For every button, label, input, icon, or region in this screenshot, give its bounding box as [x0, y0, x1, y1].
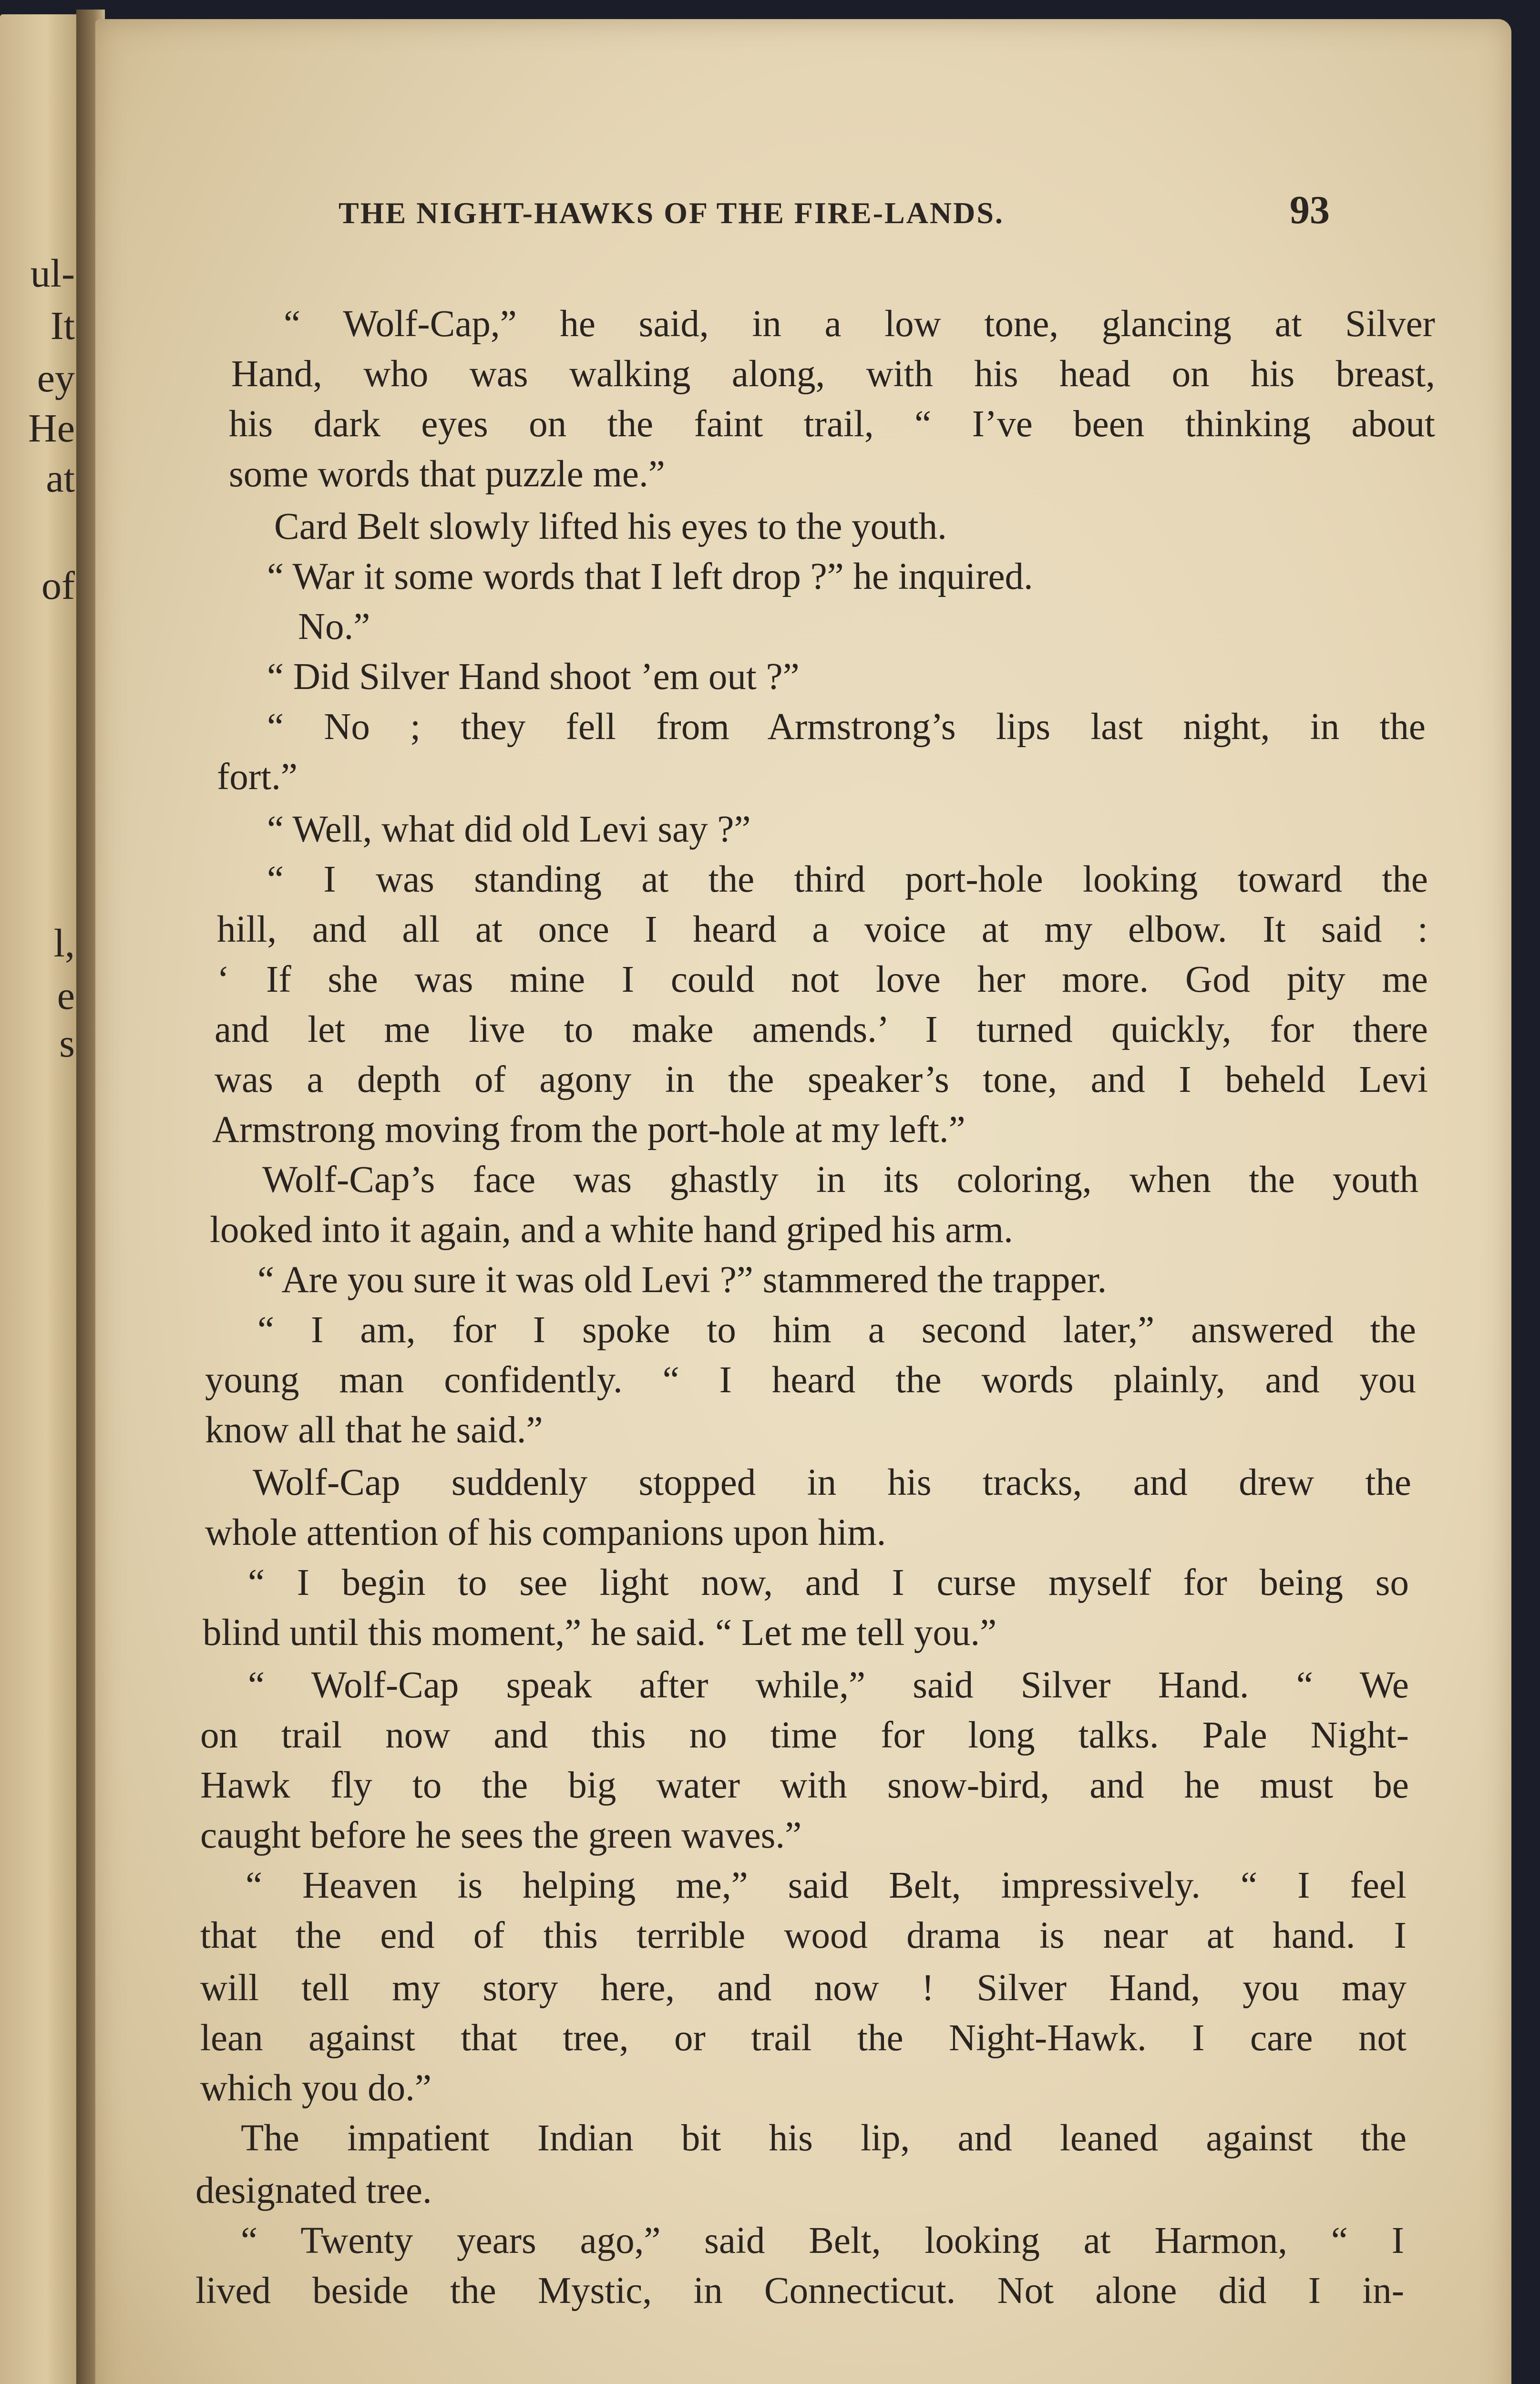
- text-line: “ Did Silver Hand shoot ’em out ?”: [267, 656, 800, 698]
- margin-fragment: of: [41, 564, 75, 608]
- text-line: young man confidently. “ I heard the words plainly, and you: [205, 1359, 1416, 1401]
- text-line: his dark eyes on the faint trail, “ I’ve been thinking about: [229, 403, 1435, 445]
- text-line: lived beside the Mystic, in Connecticut. Not alone did I in-: [195, 2270, 1404, 2312]
- text-line: “ War it some words that I left drop ?” he inquired.: [267, 556, 1033, 597]
- text-line: on trail now and this no time for long talks. Pale Night-: [200, 1715, 1409, 1756]
- text-line: will tell my story here, and now ! Silver Hand, you may: [200, 1967, 1407, 2009]
- text-line: hill, and all at once I heard a voice at my elbow. It said :: [217, 909, 1428, 950]
- page-number: 93: [1290, 188, 1330, 232]
- text-line: designated tree.: [195, 2170, 432, 2211]
- text-line: Hand, who was walking along, with his head on his breast,: [231, 353, 1435, 395]
- text-line: know all that he said.”: [205, 1409, 543, 1451]
- text-line: “ Wolf-Cap,” he said, in a low tone, glancing at Silver: [284, 303, 1435, 345]
- text-line: which you do.”: [200, 2067, 431, 2109]
- previous-page-edge: [0, 14, 83, 2384]
- margin-fragment: ul-: [30, 251, 75, 296]
- text-line: Wolf-Cap suddenly stopped in his tracks, and drew the: [253, 1462, 1411, 1503]
- text-line: “ Heaven is helping me,” said Belt, impressively. “ I feel: [246, 1865, 1407, 1906]
- text-line: “ Well, what did old Levi say ?”: [267, 809, 751, 850]
- text-line: Wolf-Cap’s face was ghastly in its coloring, when the youth: [262, 1159, 1418, 1201]
- margin-fragment: It: [50, 304, 75, 348]
- margin-fragment: e: [57, 974, 75, 1018]
- text-line: blind until this moment,” he said. “ Let me tell you.”: [203, 1612, 997, 1654]
- text-line: lean against that tree, or trail the Night-Hawk. I care not: [200, 2017, 1407, 2059]
- text-line: caught before he sees the green waves.”: [200, 1815, 802, 1856]
- margin-fragment: He: [28, 406, 75, 451]
- text-line: fort.”: [217, 756, 298, 798]
- body-text: [95, 19, 1511, 2384]
- text-line: Hawk fly to the big water with snow-bird, and he must be: [200, 1765, 1409, 1806]
- text-line: ‘ If she was mine I could not love her more. God pity me: [217, 959, 1428, 1000]
- text-line: Card Belt slowly lifted his eyes to the youth.: [274, 506, 947, 547]
- margin-fragment: l,: [53, 921, 75, 966]
- text-line: that the end of this terrible wood drama is near at hand. I: [200, 1915, 1407, 1956]
- text-line: was a depth of agony in the speaker’s tone, and I beheld Levi: [215, 1059, 1428, 1100]
- book-page: [95, 19, 1511, 2384]
- text-line: “ I begin to see light now, and I curse myself for being so: [248, 1562, 1409, 1603]
- margin-fragment: ey: [37, 356, 75, 401]
- text-line: and let me live to make amends.’ I turned quickly, for there: [215, 1009, 1428, 1050]
- margin-fragment: s: [59, 1021, 75, 1066]
- text-line: Armstrong moving from the port-hole at my left.”: [212, 1109, 965, 1151]
- text-line: whole attention of his companions upon him.: [205, 1512, 886, 1553]
- text-line: some words that puzzle me.”: [229, 453, 665, 495]
- text-line: No.”: [298, 606, 370, 647]
- text-line: “ I am, for I spoke to him a second later,” answered the: [257, 1309, 1416, 1351]
- text-line: “ Twenty years ago,” said Belt, looking at Harmon, “ I: [241, 2220, 1404, 2261]
- text-line: “ Are you sure it was old Levi ?” stammered the trapper.: [257, 1259, 1107, 1301]
- text-line: The impatient Indian bit his lip, and leaned against the: [241, 2117, 1407, 2159]
- text-line: “ No ; they fell from Armstrong’s lips last night, in the: [267, 706, 1426, 748]
- running-title: THE NIGHT-HAWKS OF THE FIRE-LANDS.: [339, 196, 1004, 230]
- text-line: “ I was standing at the third port-hole looking toward the: [267, 859, 1428, 900]
- text-line: “ Wolf-Cap speak after while,” said Silver Hand. “ We: [248, 1665, 1409, 1706]
- text-line: looked into it again, and a white hand griped his arm.: [210, 1209, 1013, 1251]
- margin-fragment: at: [46, 456, 75, 501]
